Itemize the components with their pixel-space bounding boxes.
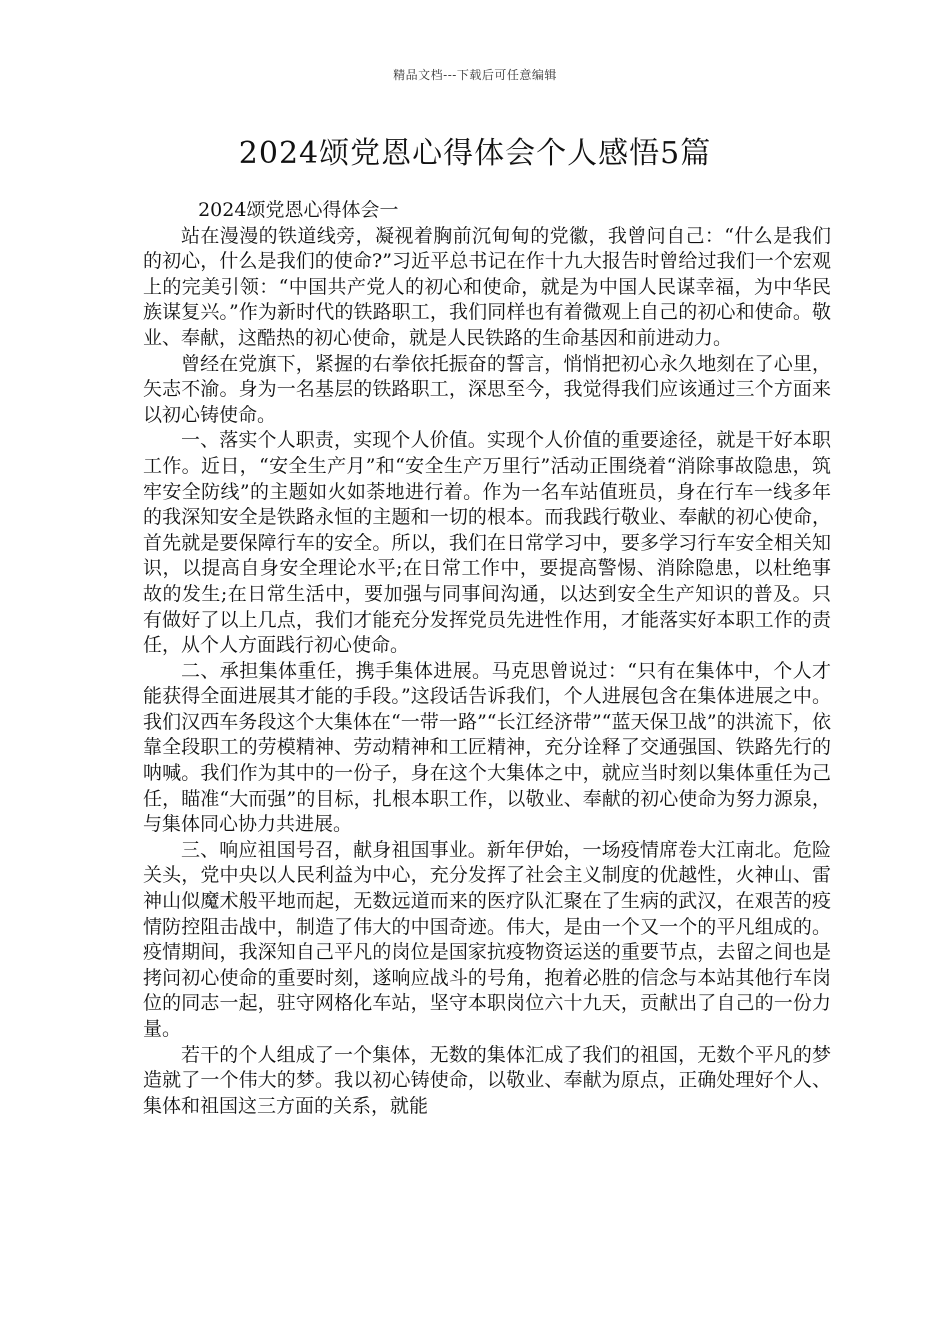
- paragraph: 若干的个人组成了一个集体，无数的集体汇成了我们的祖国，无数个平凡的梦造就了一个伟大的梦。我以初心铸使命，以敬业、奉献为原点，正确处理好个人、集体和祖国这三方面的关系，就能: [143, 1043, 831, 1117]
- paragraph: 曾经在党旗下，紧握的右拳依托振奋的誓言，悄悄把初心永久地刻在了心里，矢志不渝。身为一名基层的铁路职工，深思至今，我觉得我们应该通过三个方面来以初心铸使命。: [143, 352, 831, 426]
- paragraph: 三、响应祖国号召，献身祖国事业。新年伊始，一场疫情席卷大江南北。危险关头，党中央以人民利益为中心，充分发挥了社会主义制度的优越性，火神山、雷神山似魔术般平地而起，无数远道而来的医疗队汇聚在了生病的武汉，在艰苦的疫情防控阻击战中，制造了伟大的中国奇迹。伟大，是由一个又一个的平凡组成的。疫情期间，我深知自己平凡的岗位是国家抗疫物资运送的重要节点，去留之间也是拷问初心使命的重要时刻，遂响应战斗的号角，抱着必胜的信念与本站其他行车岗位的同志一起，驻守网格化车站，坚守本职岗位六十九天，贡献出了自己的一份力量。: [143, 838, 831, 1040]
- header-note: 精品文档---下载后可任意编辑: [393, 68, 557, 82]
- paragraph: 站在漫漫的铁道线旁，凝视着胸前沉甸甸的党徽，我曾问自己：“什么是我们的初心，什么是我们的使命?”习近平总书记在作十九大报告时曾给过我们一个宏观上的完美引领：“中国共产党人的初心和使命，就是为中国人民谋幸福，为中华民族谋复兴。”作为新时代的铁路职工，我们同样也有着微观上自己的初心和使命。敬业、奉献，这酷热的初心使命，就是人民铁路的生命基因和前进动力。: [143, 224, 831, 349]
- document-title: 2024颂党恩心得体会个人感悟5篇: [238, 136, 712, 171]
- paragraph: 一、落实个人职责，实现个人价值。实现个人价值的重要途径，就是干好本职工作。近日，“安全生产月”和“安全生产万里行”活动正围绕着“消除事故隐患，筑牢安全防线”的主题如火如荼地进行着。作为一名车站值班员，身在行车一线多年的我深知安全是铁路永恒的主题和一切的根本。而我践行敬业、奉献的初心使命，首先就是要保障行车的安全。所以，我们在日常学习中，要多学习行车安全相关知识，以提高自身安全理论水平;在日常工作中，要提高警惕、消除隐患，以杜绝事故的发生;在日常生活中，要加强与同事间沟通，以达到安全生产知识的普及。只有做好了以上几点，我们才能充分发挥党员先进性作用，才能落实好本职工作的责任，从个人方面践行初心使命。: [143, 429, 831, 657]
- section-heading: 2024颂党恩心得体会一: [198, 199, 399, 221]
- paragraph: 二、承担集体重任，携手集体进展。马克思曾说过：“只有在集体中，个人才能获得全面进展其才能的手段。”这段话告诉我们，个人进展包含在集体进展之中。我们汉西车务段这个大集体在“一带一路”“长江经济带”“蓝天保卫战”的洪流下，依靠全段职工的劳模精神、劳动精神和工匠精神，充分诠释了交通强国、铁路先行的呐喊。我们作为其中的一份子，身在这个大集体之中，就应当时刻以集体重任为己任，瞄准“大而强”的目标，扎根本职工作，以敬业、奉献的初心使命为努力源泉，与集体同心协力共进展。: [143, 659, 831, 836]
- document-body: [143, 198, 831, 1119]
